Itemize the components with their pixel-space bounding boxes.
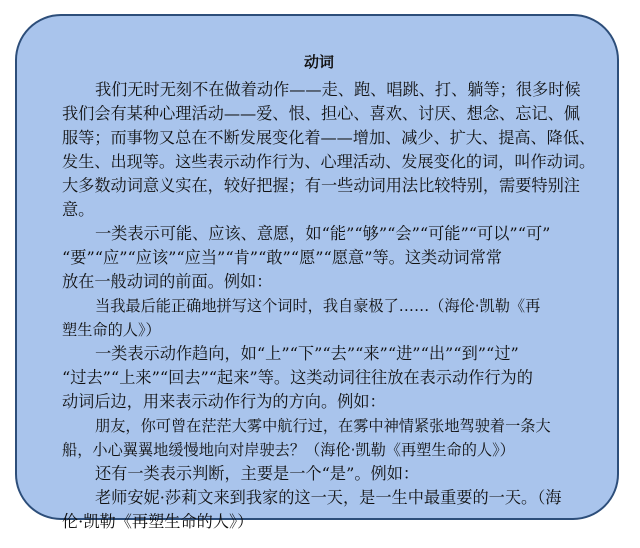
text-line: 一类表示可能、应该、意愿，如“能”“够”“会”“可能”“可以”“可” — [95, 224, 551, 243]
example-line: 伦·凯勒《再塑生命的人》） — [62, 512, 254, 531]
example-line: 塑生命的人》） — [62, 321, 161, 339]
text-line: 动词后边，用来表示动作行为的方向。例如： — [62, 392, 386, 411]
text-line: 发生、出现等。这些表示动作行为、心理活动、发展变化的词，叫作动词。 — [62, 152, 596, 171]
text-line: 放在一般动词的前面。例如： — [62, 272, 273, 291]
example-line: 船，小心翼翼地缓慢地向对岸驶去？（海伦·凯勒《再塑生命的人》） — [62, 441, 515, 459]
text-line: 服等；而事物又总在不断发展变化着——增加、减少、扩大、提高、降低、 — [62, 128, 596, 147]
example-line: 老师安妮·莎莉文来到我家的这一天，是一生中最重要的一天。（海 — [95, 488, 562, 507]
panel-title: 动词 — [303, 53, 334, 71]
example-line: 当我最后能正确地拼写这个词时，我自豪极了……（海伦·凯勒《再 — [95, 297, 541, 315]
rounded-text-panel — [15, 14, 619, 531]
example-line: 朋友，你可曾在茫茫大雾中航行过，在雾中神情紧张地驾驶着一条大 — [95, 417, 551, 435]
text-line: 大多数动词意义实在，较好把握；有一些动词用法比较特别，需要特别注 — [62, 176, 580, 195]
text-line: “过去”“上来”“回去”“起来”等。这类动词往往放在表示动作行为的 — [62, 368, 533, 387]
text-line: 一类表示动作趋向，如“上”“下”“去”“来”“进”“出”“到”“过” — [95, 344, 519, 363]
text-line: 意。 — [62, 200, 95, 219]
text-line: 我们无时无刻不在做着动作——走、跑、唱跳、打、躺等；很多时候 — [95, 80, 581, 99]
text-line: “要”“应”“应该”“应当”“肯”“敢”“愿”“愿意”等。这类动词常常 — [62, 248, 502, 267]
text-line: 我们会有某种心理活动——爱、恨、担心、喜欢、讨厌、想念、忘记、佩 — [62, 104, 580, 123]
text-line: 还有一类表示判断，主要是一个“是”。例如： — [95, 464, 420, 483]
